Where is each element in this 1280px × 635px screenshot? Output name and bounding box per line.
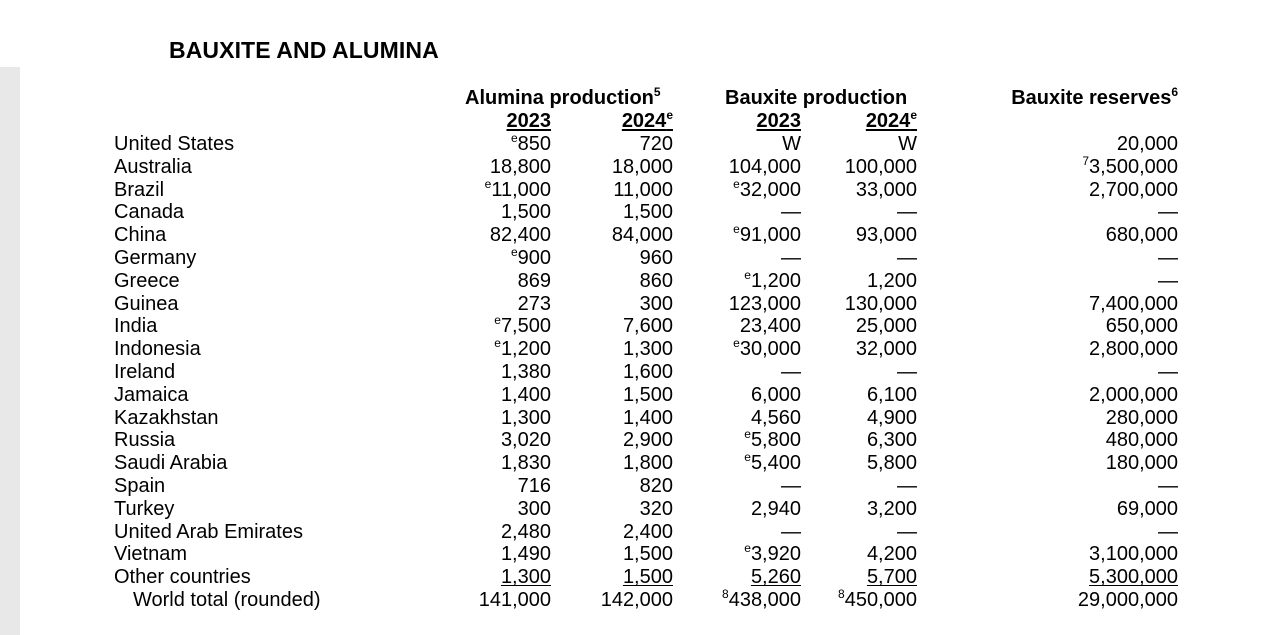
cell-value: 1,300 — [500, 566, 551, 589]
table-row — [0, 384, 1280, 407]
cell-bauxite-reserves — [1089, 543, 1178, 566]
cell-bauxite-2023 — [781, 361, 801, 384]
cell-value: 1,400 — [500, 383, 551, 406]
cell-value: 1,500 — [622, 201, 673, 224]
cell-alumina-2024 — [640, 133, 673, 156]
cell-bauxite-reserves — [1117, 133, 1178, 156]
country-name: Spain — [114, 474, 166, 497]
cell-bauxite-2023 — [781, 247, 801, 270]
cell-bauxite-2024 — [856, 315, 917, 338]
footnote-marker: e — [494, 313, 501, 328]
cell-alumina-2023 — [501, 429, 551, 452]
cell-bauxite-reserves — [1106, 315, 1178, 338]
cell-alumina-2023 — [501, 384, 551, 407]
cell-value: 1,800 — [622, 452, 673, 475]
footnote-marker: e — [484, 176, 492, 191]
cell-bauxite-reserves — [1106, 224, 1178, 247]
cell-value: 3,500,000 — [1089, 155, 1178, 178]
header-bauxite-label: Bauxite production — [725, 87, 908, 109]
country-name: Canada — [114, 201, 185, 224]
country-name: Jamaica — [114, 383, 189, 406]
cell-bauxite-reserves — [1158, 475, 1178, 498]
cell-bauxite-2024 — [867, 429, 917, 452]
cell-value: 720 — [639, 133, 673, 155]
cell-alumina-2024 — [612, 224, 673, 247]
cell-value: 69,000 — [1116, 497, 1178, 520]
cell-value: 23,400 — [739, 315, 801, 338]
cell-bauxite-2024 — [856, 224, 917, 247]
cell-alumina-2023 — [479, 566, 551, 589]
cell-value: 1,380 — [500, 360, 551, 383]
cell-value: — — [781, 360, 801, 383]
cell-alumina-2023 — [501, 543, 551, 566]
cell-bauxite-2023 — [744, 429, 801, 452]
country-name: Indonesia — [114, 338, 201, 361]
cell-bauxite-2023 — [781, 475, 801, 498]
cell-alumina-2023 — [518, 293, 551, 316]
country-name: Kazakhstan — [114, 406, 219, 429]
cell-value: 93,000 — [855, 224, 917, 247]
cell-value: 123,000 — [728, 292, 801, 315]
cell-alumina-2023 — [490, 156, 551, 179]
cell-value: — — [781, 201, 801, 224]
cell-value: 850 — [517, 133, 551, 155]
country-name: Other countries — [114, 566, 251, 589]
cell-value: — — [1158, 360, 1178, 383]
cell-alumina-2024 — [623, 315, 673, 338]
cell-bauxite-reserves — [1158, 270, 1178, 293]
cell-bauxite-2023 — [781, 521, 801, 544]
cell-bauxite-2024 — [838, 586, 917, 612]
cell-value: 20,000 — [1116, 133, 1178, 155]
cell-bauxite-2023 — [744, 452, 801, 475]
cell-value: — — [897, 246, 917, 269]
cell-value: 104,000 — [728, 155, 801, 178]
cell-value: W — [782, 133, 801, 155]
cell-bauxite-2024 — [867, 452, 917, 475]
footnote-marker: e — [510, 244, 518, 259]
cell-value: 1,830 — [500, 452, 551, 475]
table-row — [0, 201, 1280, 224]
table-row — [0, 293, 1280, 316]
cell-alumina-2024 — [623, 361, 673, 384]
cell-value: 1,200 — [500, 338, 551, 361]
table-row — [0, 224, 1280, 247]
cell-value: — — [1158, 474, 1178, 497]
cell-bauxite-2023 — [744, 543, 801, 566]
table-row — [0, 267, 1280, 293]
cell-bauxite-reserves — [1158, 361, 1178, 384]
cell-value: 5,400 — [750, 452, 801, 475]
cell-value: 30,000 — [739, 338, 801, 361]
cell-bauxite-reserves — [1117, 498, 1178, 521]
cell-value: 25,000 — [855, 315, 917, 338]
cell-value: 1,500 — [622, 566, 673, 589]
cell-value: — — [1158, 520, 1178, 543]
cell-value: 960 — [639, 246, 673, 269]
footnote-marker: e — [733, 176, 740, 191]
country-name: Greece — [114, 269, 180, 292]
year-header-bauxite-2023: 2023 — [756, 110, 801, 132]
year-header-bauxite-2024: 2024e — [865, 108, 917, 132]
cell-alumina-2023 — [510, 244, 551, 270]
country-name: United Arab Emirates — [114, 520, 303, 543]
cell-value: 300 — [517, 497, 551, 520]
cell-value: 32,000 — [855, 338, 917, 361]
cell-value: 1,300 — [622, 338, 673, 361]
cell-alumina-2024 — [623, 543, 673, 566]
cell-alumina-2024 — [601, 566, 673, 589]
cell-alumina-2024 — [601, 589, 673, 612]
cell-bauxite-2023 — [733, 338, 801, 361]
table-row — [0, 315, 1280, 338]
cell-bauxite-2024 — [867, 498, 917, 521]
header-reserves-footnote: 6 — [1171, 85, 1178, 99]
cell-alumina-2024 — [623, 407, 673, 430]
cell-alumina-2024 — [640, 498, 673, 521]
cell-bauxite-2023 — [729, 566, 801, 589]
country-name: Saudi Arabia — [114, 452, 228, 475]
cell-value: 3,020 — [500, 429, 551, 452]
cell-value: 2,480 — [500, 520, 551, 543]
cell-value: 29,000,000 — [1077, 588, 1178, 611]
footnote-marker: e — [744, 427, 751, 442]
cell-alumina-2024 — [612, 156, 673, 179]
cell-bauxite-2024 — [856, 179, 917, 202]
cell-value: 84,000 — [611, 224, 673, 247]
cell-bauxite-2023 — [782, 133, 801, 156]
cell-alumina-2024 — [623, 201, 673, 224]
cell-value: 4,200 — [866, 543, 917, 566]
cell-value: 2,940 — [750, 497, 801, 520]
header-bauxite-reserves — [1011, 87, 1178, 110]
cell-alumina-2024 — [623, 338, 673, 361]
cell-value: 1,200 — [750, 269, 801, 292]
cell-bauxite-2023 — [744, 267, 801, 293]
cell-value: 130,000 — [844, 292, 917, 315]
cell-bauxite-2024 — [845, 293, 917, 316]
table-row — [0, 338, 1280, 361]
cell-value: — — [897, 360, 917, 383]
country-name: China — [114, 224, 167, 247]
cell-bauxite-2024 — [897, 521, 917, 544]
cell-value: 6,300 — [866, 429, 917, 452]
cell-alumina-2024 — [640, 293, 673, 316]
country-name: Vietnam — [114, 543, 188, 566]
country-name: World total (rounded) — [133, 588, 321, 611]
cell-value: — — [1158, 269, 1178, 292]
cell-alumina-2023 — [494, 315, 551, 338]
cell-alumina-2023 — [518, 475, 551, 498]
cell-bauxite-reserves — [1078, 589, 1178, 612]
cell-value: 1,500 — [622, 543, 673, 566]
year-header-alumina-2023: 2023 — [506, 110, 551, 132]
country-name: Turkey — [114, 497, 175, 520]
cell-value: 650,000 — [1105, 315, 1178, 338]
cell-bauxite-reserves — [1158, 247, 1178, 270]
table-row — [0, 176, 1280, 202]
cell-bauxite-reserves — [1089, 338, 1178, 361]
cell-alumina-2024 — [623, 521, 673, 544]
cell-alumina-2023 — [479, 589, 551, 612]
cell-alumina-2024 — [640, 270, 673, 293]
cell-bauxite-reserves — [1082, 153, 1178, 179]
cell-value: 1,600 — [622, 360, 673, 383]
cell-alumina-2023 — [518, 498, 551, 521]
cell-value: — — [781, 474, 801, 497]
country-name: Australia — [114, 155, 192, 178]
cell-value: 1,200 — [866, 269, 917, 292]
cell-bauxite-reserves — [1089, 179, 1178, 202]
year-header-alumina-2024: 2024e — [621, 108, 673, 132]
footnote-marker: 8 — [722, 586, 729, 601]
cell-value: 5,260 — [750, 566, 801, 589]
cell-value: 2,700,000 — [1089, 178, 1178, 201]
cell-bauxite-reserves — [1106, 407, 1178, 430]
cell-value: 6,100 — [866, 383, 917, 406]
cell-value: 11,000 — [491, 178, 551, 201]
cell-value: 480,000 — [1105, 429, 1178, 452]
cell-value: — — [897, 520, 917, 543]
table-row — [0, 153, 1280, 179]
cell-value: 860 — [639, 269, 673, 292]
cell-bauxite-2024 — [867, 384, 917, 407]
cell-bauxite-reserves — [1106, 452, 1178, 475]
cell-value: 7,600 — [622, 315, 673, 338]
footnote-marker: 7 — [1082, 153, 1090, 168]
country-name: Ireland — [114, 360, 176, 383]
cell-value: 2,000,000 — [1089, 383, 1178, 406]
cell-bauxite-reserves — [1158, 521, 1178, 544]
country-name: Brazil — [114, 178, 165, 201]
header-bauxite-production — [725, 87, 907, 110]
cell-bauxite-reserves — [1158, 201, 1178, 224]
cell-value: 180,000 — [1105, 452, 1178, 475]
country-name: Guinea — [114, 292, 179, 315]
cell-value: 82,400 — [489, 224, 551, 247]
cell-value: W — [898, 133, 917, 155]
country-name: Russia — [114, 429, 176, 452]
table-row-total — [0, 586, 1280, 612]
cell-value: 716 — [517, 474, 551, 497]
country-name: India — [114, 315, 158, 338]
cell-value: 4,900 — [866, 406, 917, 429]
cell-bauxite-reserves — [1106, 429, 1178, 452]
data-table — [0, 133, 1280, 612]
cell-value: 5,300,000 — [1089, 566, 1178, 589]
cell-value: 5,800 — [750, 429, 801, 452]
cell-bauxite-2024 — [845, 156, 917, 179]
table-row — [0, 407, 1280, 430]
cell-bauxite-2023 — [751, 384, 801, 407]
cell-value: 273 — [517, 292, 551, 315]
cell-value: 5,800 — [866, 452, 917, 475]
footnote-marker: e — [733, 222, 740, 237]
cell-bauxite-2023 — [729, 156, 801, 179]
cell-value: 3,920 — [750, 543, 801, 566]
cell-bauxite-2024 — [897, 201, 917, 224]
cell-value: 1,400 — [622, 406, 673, 429]
cell-value: — — [897, 201, 917, 224]
cell-value: — — [781, 246, 801, 269]
cell-value: 11,000 — [613, 178, 673, 201]
cell-bauxite-2024 — [898, 133, 917, 156]
cell-bauxite-2024 — [867, 270, 917, 293]
cell-alumina-2023 — [484, 176, 551, 202]
page-title: BAUXITE AND ALUMINA — [169, 37, 439, 63]
cell-value: — — [781, 520, 801, 543]
cell-alumina-2023 — [518, 270, 551, 293]
header-alumina-production — [465, 87, 661, 110]
table-row — [0, 543, 1280, 566]
table-row — [0, 566, 1280, 589]
cell-bauxite-2023 — [751, 498, 801, 521]
cell-alumina-2023 — [490, 224, 551, 247]
table-row — [0, 475, 1280, 498]
cell-bauxite-2023 — [733, 224, 801, 247]
cell-value: 7,400,000 — [1089, 292, 1178, 315]
cell-alumina-2023 — [501, 521, 551, 544]
cell-value: 33,000 — [855, 178, 917, 201]
cell-value: 1,500 — [500, 201, 551, 224]
cell-value: 1,490 — [500, 543, 551, 566]
cell-value: 6,000 — [750, 383, 801, 406]
cell-value: 91,000 — [739, 224, 801, 247]
cell-value: 100,000 — [844, 155, 917, 178]
header-alumina-label: Alumina production — [465, 87, 654, 109]
cell-value: 280,000 — [1105, 406, 1178, 429]
cell-alumina-2023 — [501, 201, 551, 224]
cell-bauxite-2024 — [867, 407, 917, 430]
cell-value: — — [897, 474, 917, 497]
cell-alumina-2024 — [623, 429, 673, 452]
cell-value: 18,800 — [489, 155, 551, 178]
cell-value: 1,300 — [500, 406, 551, 429]
cell-bauxite-2024 — [897, 247, 917, 270]
cell-bauxite-2024 — [856, 338, 917, 361]
cell-value: 141,000 — [478, 588, 551, 611]
cell-value: 300 — [639, 292, 673, 315]
table-row — [0, 498, 1280, 521]
cell-value: 320 — [639, 497, 673, 520]
cell-alumina-2023 — [501, 452, 551, 475]
table-row — [0, 521, 1280, 544]
cell-value: 1,500 — [622, 383, 673, 406]
footnote-marker: e — [744, 450, 751, 465]
cell-alumina-2023 — [494, 338, 551, 361]
cell-value: 869 — [517, 269, 551, 292]
cell-value: 900 — [517, 246, 551, 269]
cell-alumina-2024 — [640, 475, 673, 498]
header-alumina-footnote: 5 — [653, 85, 661, 99]
cell-bauxite-reserves — [1089, 293, 1178, 316]
cell-bauxite-2023 — [733, 176, 801, 202]
footnote-marker: 8 — [838, 586, 845, 601]
cell-value: 3,100,000 — [1089, 543, 1178, 566]
table-row — [0, 361, 1280, 384]
cell-value: 3,200 — [866, 497, 917, 520]
table-row — [0, 452, 1280, 475]
cell-alumina-2024 — [640, 247, 673, 270]
cell-value: 5,700 — [866, 566, 917, 589]
cell-value: 680,000 — [1105, 224, 1178, 247]
cell-bauxite-2024 — [867, 543, 917, 566]
cell-value: 142,000 — [600, 588, 673, 611]
cell-alumina-2024 — [613, 179, 673, 202]
cell-bauxite-2023 — [740, 315, 801, 338]
cell-value: 18,000 — [611, 155, 673, 178]
footnote-marker: e — [510, 131, 518, 145]
cell-value: 2,800,000 — [1089, 338, 1178, 361]
cell-value: 32,000 — [739, 178, 801, 201]
header-reserves-label: Bauxite reserves — [1011, 87, 1172, 109]
cell-bauxite-2024 — [897, 361, 917, 384]
cell-alumina-2023 — [501, 407, 551, 430]
cell-bauxite-2023 — [722, 586, 801, 612]
cell-value: — — [1158, 246, 1178, 269]
cell-value: 820 — [639, 474, 673, 497]
cell-alumina-2024 — [623, 452, 673, 475]
cell-value: 450,000 — [844, 588, 917, 611]
cell-alumina-2023 — [511, 133, 551, 156]
footnote-marker: e — [733, 336, 740, 351]
country-name: United States — [114, 133, 235, 155]
cell-bauxite-2024 — [897, 475, 917, 498]
cell-value: — — [1158, 201, 1178, 224]
cell-bauxite-reserves — [1089, 384, 1178, 407]
cell-bauxite-2023 — [751, 407, 801, 430]
cell-value: 2,900 — [622, 429, 673, 452]
cell-alumina-2023 — [501, 361, 551, 384]
cell-bauxite-2023 — [781, 201, 801, 224]
cell-bauxite-2024 — [845, 566, 917, 589]
cell-value: 438,000 — [728, 588, 801, 611]
cell-alumina-2024 — [623, 384, 673, 407]
cell-value: 4,560 — [750, 406, 801, 429]
cell-value: 7,500 — [500, 315, 551, 338]
table-row — [0, 133, 1280, 156]
cell-bauxite-reserves — [1067, 566, 1178, 589]
footnote-marker: e — [744, 541, 751, 556]
table-row — [0, 429, 1280, 452]
country-name: Germany — [114, 246, 197, 269]
footnote-marker: e — [744, 267, 751, 282]
cell-bauxite-2023 — [729, 293, 801, 316]
cell-value: 2,400 — [622, 520, 673, 543]
table-row — [0, 244, 1280, 270]
footnote-marker: e — [494, 336, 501, 351]
